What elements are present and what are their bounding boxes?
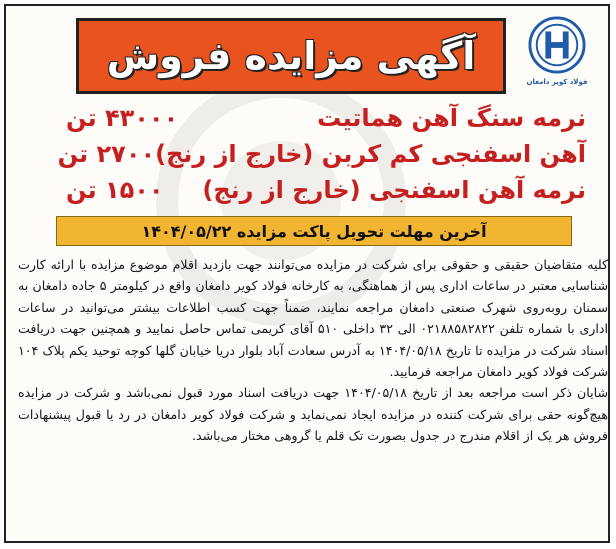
advertisement-frame (4, 4, 610, 543)
page-title: آگهی مزایده فروش (106, 34, 476, 78)
product-row (57, 140, 586, 176)
title-banner (76, 18, 506, 94)
product-quantity: ۱۵۰۰ تن (66, 176, 164, 204)
body-text (18, 254, 608, 447)
product-name: نرمه آهن اسفنجی (خارج از رنج) (202, 176, 586, 204)
product-name: آهن اسفنجی کم کربن (خارج از رنج) (155, 140, 586, 168)
company-logo-icon (528, 16, 586, 74)
product-row (66, 176, 586, 212)
product-quantity: ۲۷۰۰ تن (57, 140, 156, 168)
body-paragraph-2: شایان ذکر است مراجعه بعد از تاریخ ۱۴۰۴/۰۵/۱۸ جهت دریافت اسناد مورد قبول نمی‌باشد و شرکت در مزایده هیچ‌گونه حقی برای شرکت کننده در مزایده ایجاد نمی‌نماید و شرکت فولاد کویر دامغان در رد یا قبول پیشنهادات فروش هر یک از اقلام مندرج در جدول بصورت تک قلم یا گروهی مختار می‌باشد. (18, 385, 609, 444)
body-paragraph-1: کلیه متقاضیان حقیقی و حقوقی برای شرکت در مزایده می‌توانند جهت بازدید اقلام موضوع مزایده با ارائه کارت شناسایی معتبر در ساعات اداری پس از هماهنگی، به کارخانه فولاد کویر دامغان واقع در کیلومتر ۵ جاده دامغان به سمنان روبه‌روی شهرک صنعتی دامغان مراجعه نمایند، ضمناً جهت کسب اطلاعات بیشتر می‌توانید در ساعات اداری با شماره تلفن ۰۲۱۸۸۵۸۲۸۲۲ الی ۳۲ داخلی ۵۱۰ آقای کریمی تماس حاصل نمایید و همچنین جهت دریافت اسناد شرکت در مزایده تا تاریخ ۱۴۰۴/۰۵/۱۸ به آدرس سعادت آباد بلوار دریا خیابان گلها کوچه توحید یکم پلاک ۱۰۴ شرکت فولاد کویر دامغان مراجعه فرمایید. (18, 257, 608, 380)
product-name: نرمه سنگ آهن هماتیت (317, 104, 586, 132)
deadline-text: آخرین مهلت تحویل پاکت مزایده ۱۴۰۴/۰۵/۲۲ (141, 221, 487, 241)
company-logo (518, 16, 596, 100)
product-list (57, 104, 586, 212)
product-quantity: ۴۳۰۰۰ تن (66, 104, 179, 132)
product-row (66, 104, 586, 140)
logo-caption: فولاد کویر دامغان (526, 78, 588, 86)
deadline-bar (56, 216, 572, 246)
